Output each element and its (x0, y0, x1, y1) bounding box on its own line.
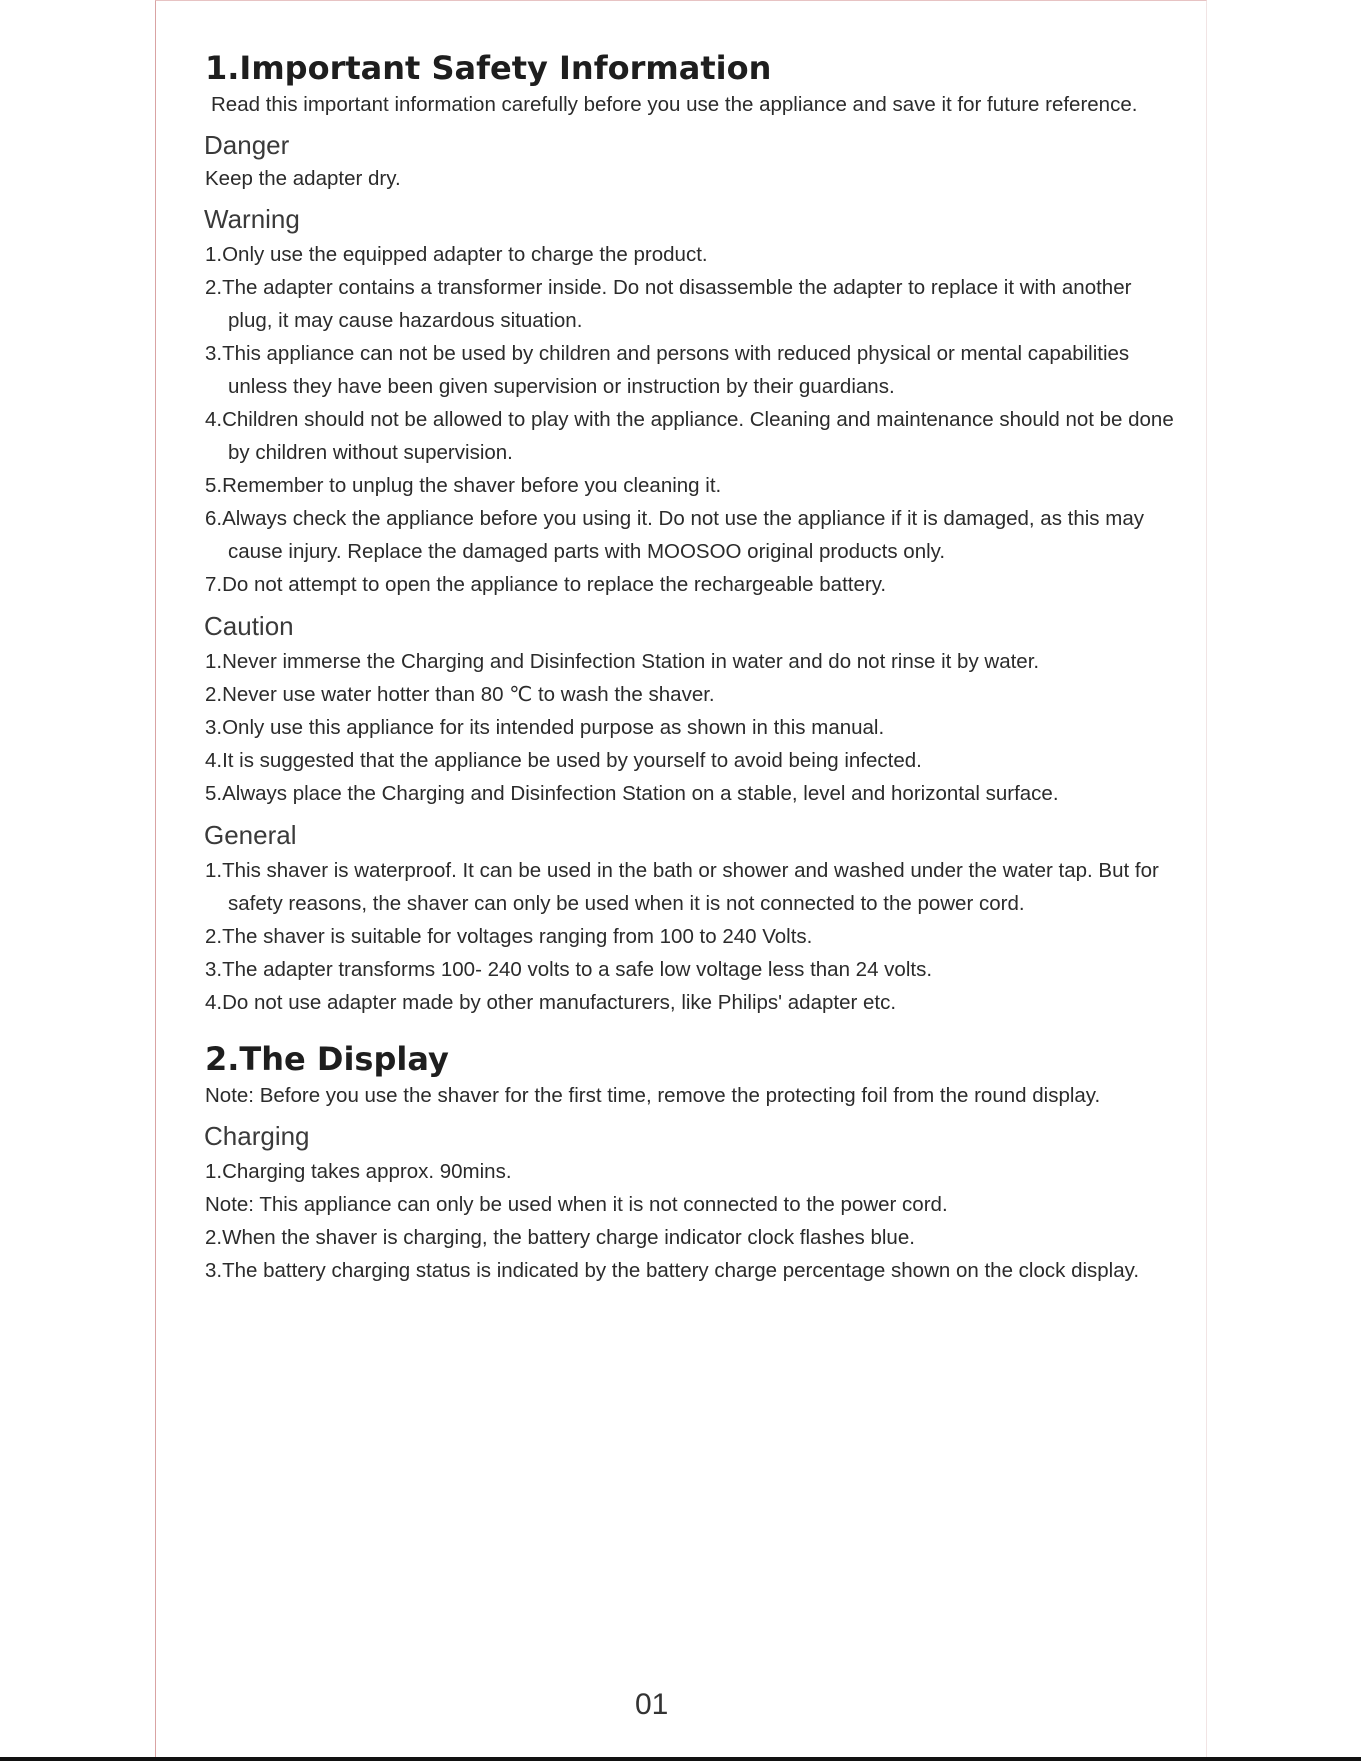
warning-item: 1.Only use the equipped adapter to charge the product. (205, 243, 708, 266)
danger-heading: Danger (204, 130, 290, 160)
document-content (205, 46, 1180, 1287)
charging-heading: Charging (204, 1121, 310, 1151)
general-item: 4.Do not use adapter made by other manufacturers, like Philips' adapter etc. (205, 991, 897, 1014)
caution-list (205, 645, 1180, 810)
caution-item: 3.Only use this appliance for its intended purpose as shown in this manual. (205, 716, 885, 739)
danger-text: Keep the adapter dry. (205, 167, 401, 190)
general-heading: General (204, 820, 297, 850)
caution-item: 2.Never use water hotter than 80 ℃ to wash the shaver. (205, 683, 715, 706)
warning-item: 3.This appliance can not be used by children and persons with reduced physical or mental capabilities unless they have been given supervision or instruction by their guardians. (205, 342, 1130, 398)
caution-heading: Caution (204, 611, 294, 641)
caution-item: 4.It is suggested that the appliance be used by yourself to avoid being infected. (205, 749, 922, 772)
general-item: 3.The adapter transforms 100- 240 volts to a safe low voltage less than 24 volts. (205, 958, 933, 981)
charging-note: Note: This appliance can only be used when it is not connected to the power cord. (205, 1193, 948, 1216)
page-number: 01 (635, 1688, 669, 1721)
warning-item: 5.Remember to unplug the shaver before you cleaning it. (205, 474, 722, 497)
general-list (205, 854, 1180, 1019)
charging-list (205, 1155, 1180, 1287)
warning-item: 7.Do not attempt to open the appliance to replace the rechargeable battery. (205, 573, 887, 596)
bottom-rule (0, 1757, 1361, 1761)
section-1-title: 1.Important Safety Information (205, 49, 772, 87)
section-2-note: Note: Before you use the shaver for the first time, remove the protecting foil from the round display. (205, 1084, 1101, 1107)
caution-item: 1.Never immerse the Charging and Disinfection Station in water and do not rinse it by water. (205, 650, 1040, 673)
charging-item: 2.When the shaver is charging, the battery charge indicator clock flashes blue. (205, 1226, 915, 1249)
general-item: 2.The shaver is suitable for voltages ranging from 100 to 240 Volts. (205, 925, 813, 948)
charging-item: 1.Charging takes approx. 90mins. (205, 1160, 512, 1183)
section-1-intro: Read this important information carefully before you use the appliance and save it for future reference. (211, 93, 1138, 116)
section-2-title: 2.The Display (205, 1040, 449, 1078)
caution-item: 5.Always place the Charging and Disinfection Station on a stable, level and horizontal surface. (205, 782, 1059, 805)
general-item: 1.This shaver is waterproof. It can be used in the bath or shower and washed under the water tap. But for safety reasons, the shaver can only be used when it is not connected to the power cord. (205, 859, 1159, 915)
warning-list (205, 238, 1180, 601)
warning-item: 6.Always check the appliance before you using it. Do not use the appliance if it is damaged, as this may cause injury. Replace the damaged parts with MOOSOO original products only. (205, 507, 1144, 563)
warning-item: 2.The adapter contains a transformer inside. Do not disassemble the adapter to replace it with another plug, it may cause hazardous situation. (205, 276, 1132, 332)
charging-item: 3.The battery charging status is indicated by the battery charge percentage shown on the clock display. (205, 1259, 1140, 1282)
warning-heading: Warning (204, 204, 300, 234)
warning-item: 4.Children should not be allowed to play with the appliance. Cleaning and maintenance should not be done by children without supervision. (205, 408, 1174, 464)
